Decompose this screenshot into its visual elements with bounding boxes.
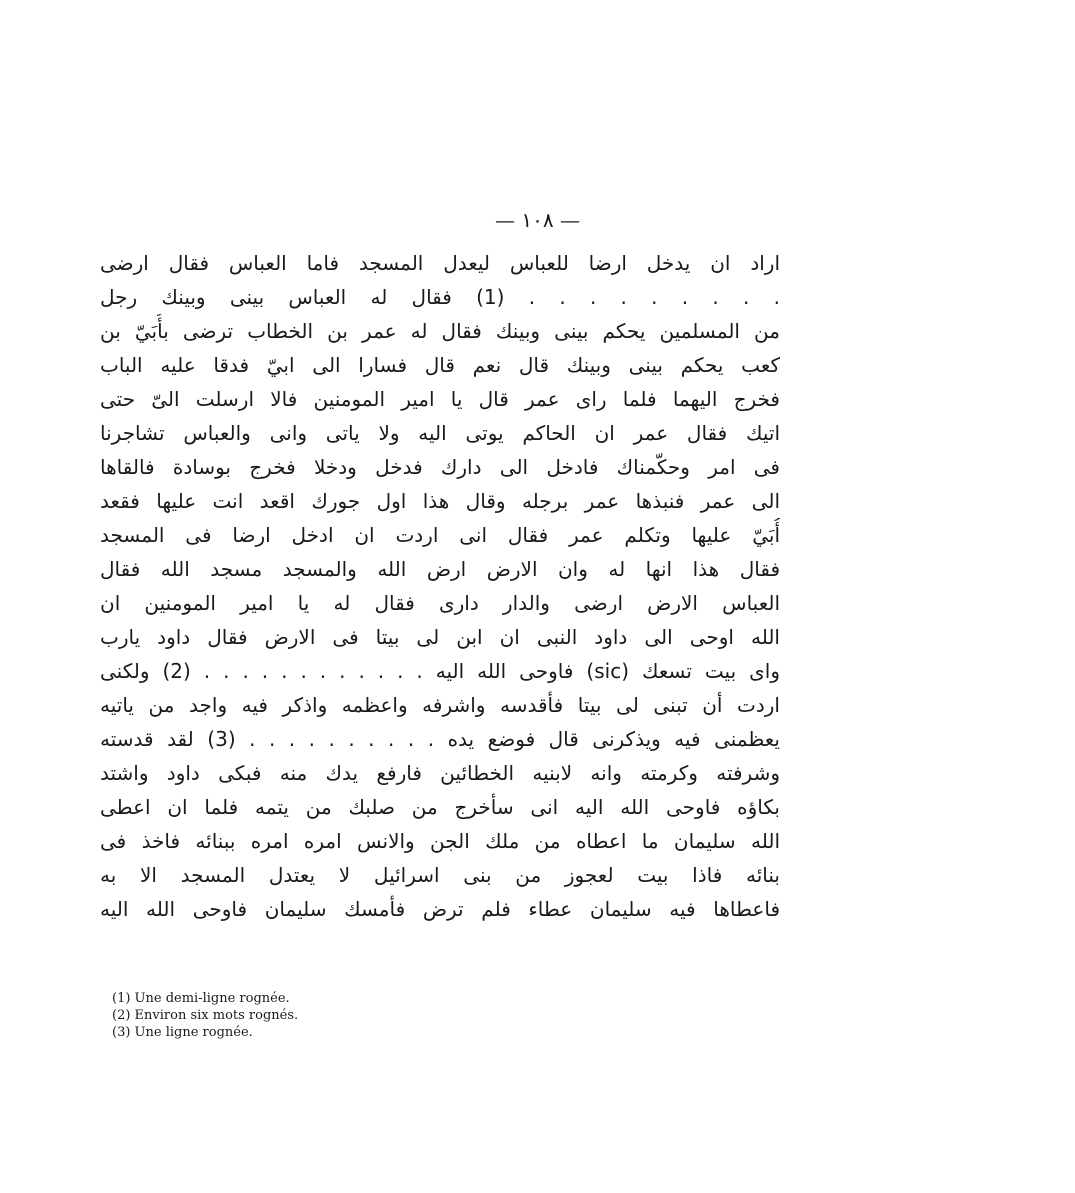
- text-line: يعظمنى فيه ويذكرنى قال فوضع يده . . . . . . . . . . (3) لقد قدسته: [100, 727, 780, 751]
- text-line: العباس الارض ارضى والدار دارى فقال له يا امير المومنين ان: [100, 591, 780, 615]
- text-line: بكاؤه فاوحى الله اليه انى سأخرج من صلبك من يتمه فلما ان اعطى: [100, 795, 780, 819]
- text-line: واى بيت تسعك (sic) فاوحى الله اليه . . . . . . . . . . . . (2) ولكنى: [100, 659, 780, 683]
- arabic-body-text: [100, 246, 780, 926]
- text-line: الى عمر فنبذها عمر برجله وقال هذا اول جورك اقعد انت عليها فقعد: [100, 489, 780, 513]
- text-line: فقال هذا انها له وان الارض ارض الله والمسجد مسجد الله فقال: [100, 557, 780, 581]
- text-line: كعب يحكم بينى وبينك قال نعم قال فسارا الى ابيّ فدقا عليه الباب: [100, 353, 780, 377]
- text-line: فى امر وحكّمناك فادخل الى دارك فدخل ودخلا فخرج بوسادة فالقاها: [100, 455, 780, 479]
- text-line: فخرج اليهما فلما راى عمر قال يا امير المومنين فالا ارسلت الىّ حتى: [100, 387, 780, 411]
- footnote-1: (1) Une demi-ligne rognée.: [112, 991, 290, 1006]
- text-line: فاعطاها فيه سليمان عطاء فلم ترض فأمسك سليمان فاوحى الله اليه: [100, 897, 780, 921]
- text-line: وشرفته وكرمته وانه لابنيه الخطائين فارفع يدك منه فبكى داود واشتد: [100, 761, 780, 785]
- text-line: بنائه فاذا بيت لعجوز من بنى اسرائيل لا يعتدل المسجد الا به: [100, 863, 780, 887]
- text-line: اتيك فقال عمر ان الحاكم يوتى اليه ولا ياتى وانى والعباس تشاجرنا: [100, 421, 780, 445]
- text-line: اراد ان يدخل ارضا للعباس ليعدل المسجد فاما العباس فقال ارضى: [100, 251, 780, 275]
- text-line: . . . . . . . . . (1) فقال له العباس بينى وبينك رجل: [100, 285, 780, 309]
- page-number: — ١٠٨ —: [495, 208, 580, 232]
- text-line: الله اوحى الى داود النبى ان ابن لى بيتا فى الارض فقال داود يارب: [100, 625, 780, 649]
- text-line: أُبَيّ عليها وتكلم عمر فقال انى اردت ان ادخل ارضا فى المسجد: [100, 523, 780, 547]
- text-line: اردت أن تبنى لى بيتا فأقدسه واشرفه واعظمه واذكر فيه واجد من ياتيه: [100, 693, 780, 717]
- footnotes: [112, 990, 298, 1041]
- footnote-2: (2) Environ six mots rognés.: [112, 1008, 299, 1023]
- text-line: من المسلمين يحكم بينى وبينك فقال له عمر بن الخطاب ترضى بأُبَيّ بن: [100, 319, 780, 343]
- footnote-3: (3) Une ligne rognée.: [112, 1025, 253, 1040]
- text-line: الله سليمان ما اعطاه من ملك الجن والانس امره امره ببنائه فاخذ فى: [100, 829, 780, 853]
